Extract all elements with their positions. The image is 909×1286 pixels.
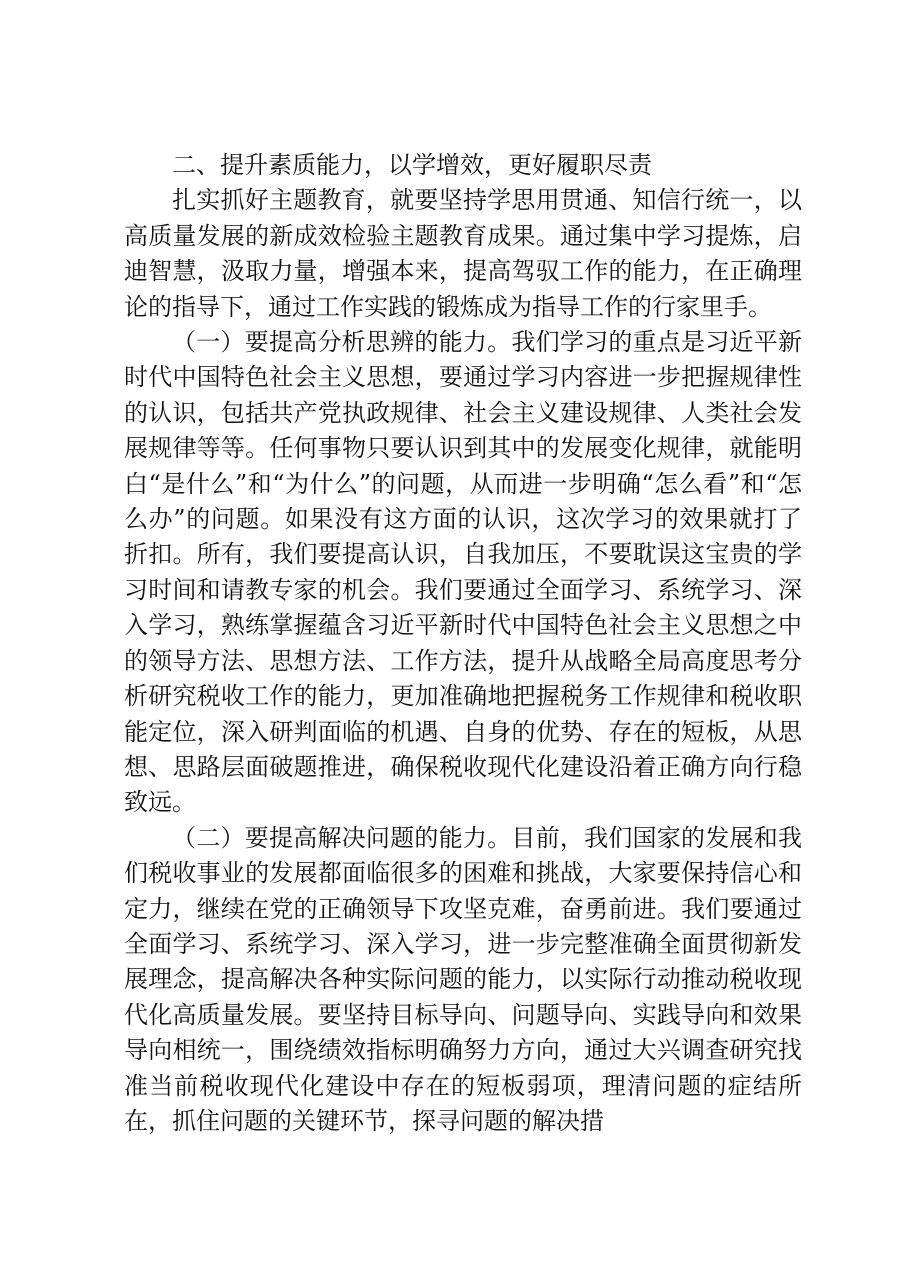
paragraph-analysis-ability: （一）要提高分析思辨的能力。我们学习的重点是习近平新时代中国特色社会主义思想，要通过学习内容进一步把握规律性的认识，包括共产党执政规律、社会主义建设规律、人类社会发展规律等等。任何事物只要认识到其中的发展变化规律，就能明白“是什么”和“为什么”的问题，从而进一步明确“怎么看”和“怎么办”的问题。如果没有这方面的认识，这次学习的效果就打了折扣。所有，我们要提高认识，自我加压，不要耽误这宝贵的学习时间和请教专家的机会。我们要通过全面学习、系统学习、深入学习，熟练掌握蕴含习近平新时代中国特色社会主义思想之中的领导方法、思想方法、工作方法，提升从战略全局高度思考分析研究税收工作的能力，更加准确地把握税务工作规律和税收职能定位，深入研判面临的机遇、自身的优势、存在的短板，从思想、思路层面破题推进，确保税收现代化建设沿着正确方向行稳致远。 — [124, 328, 802, 817]
document-body — [124, 148, 802, 1139]
paragraph-problem-solving-ability: （二）要提高解决问题的能力。目前，我们国家的发展和我们税收事业的发展都面临很多的困难和挑战，大家要保持信心和定力，继续在党的正确领导下攻坚克难，奋勇前进。我们要通过全面学习、系统学习、深入学习，进一步完整准确全面贯彻新发展理念，提高解决各种实际问题的能力，以实际行动推动税收现代化高质量发展。要坚持目标导向、问题导向、实践导向和效果导向相统一，围绕绩效指标明确努力方向，通过大兴调查研究找准当前税收现代化建设中存在的短板弱项，理清问题的症结所在，抓住问题的关键环节，探寻问题的解决措 — [124, 823, 802, 1135]
section-heading: 二、提升素质能力，以学增效，更好履职尽责 — [172, 151, 652, 179]
intro-paragraph: 扎实抓好主题教育，就要坚持学思用贯通、知信行统一，以高质量发展的新成效检验主题教育成果。通过集中学习提炼，启迪智慧，汲取力量，增强本来，提高驾驭工作的能力，在正确理论的指导下，通过工作实践的锻炼成为指导工作的行家里手。 — [124, 186, 802, 321]
